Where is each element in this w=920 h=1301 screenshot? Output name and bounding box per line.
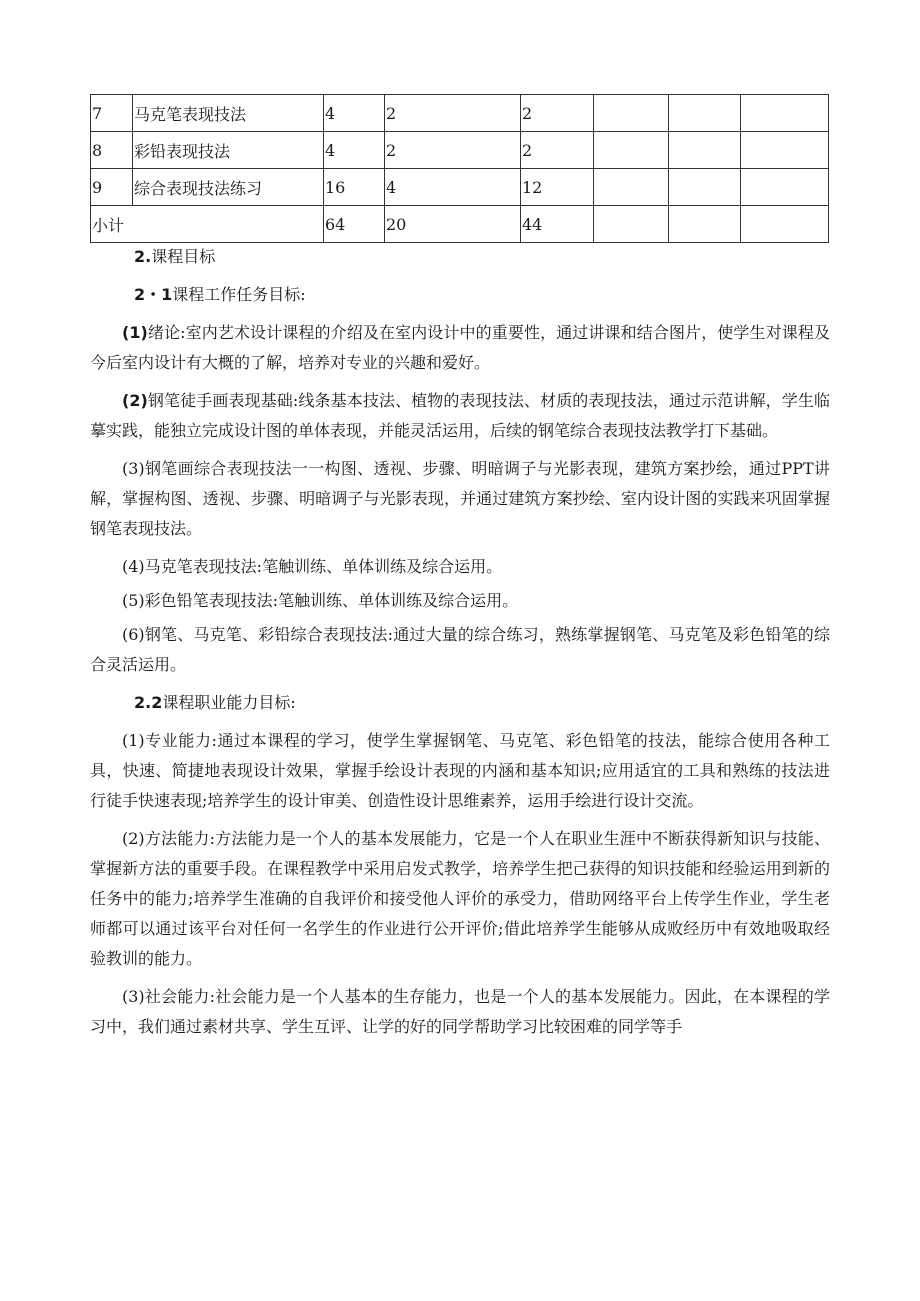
subtotal-practice-hours: 44 xyxy=(521,206,594,243)
row-topic: 马克笔表现技法 xyxy=(133,95,324,132)
empty-cell xyxy=(741,132,829,169)
ability-paragraph: (3)社会能力:社会能力是一个人基本的生存能力，也是一个人的基本发展能力。因此，在本课程的学习中，我们通过素材共享、学生互评、让学的好的同学帮助学习比较困难的同学等手 xyxy=(90,987,830,1036)
empty-cell xyxy=(741,95,829,132)
empty-cell xyxy=(594,95,669,132)
objective-paragraph: (3)钢笔画综合表现技法一一构图、透视、步骤、明暗调子与光影表现，建筑方案抄绘，通过PPT讲解，掌握构图、透视、步骤、明暗调子与光影表现，并通过建筑方案抄绘、室内设计图的实践来巩固掌握钢笔表现技法。 xyxy=(90,459,830,538)
subtotal-label: 小计 xyxy=(91,206,324,243)
empty-cell xyxy=(741,169,829,206)
subsection-heading-2-1: 2・1课程工作任务目标: xyxy=(134,285,306,304)
table-row xyxy=(91,132,829,169)
objective-paragraph: (2)钢笔徒手画表现基础:线条基本技法、植物的表现技法、材质的表现技法，通过示范讲解，学生临摹实践，能独立完成设计图的单体表现，并能灵活运用，后续的钢笔综合表现技法教学打下基础。 xyxy=(90,391,830,440)
row-practice-hours: 12 xyxy=(521,169,594,206)
objective-paragraph: (4)马克笔表现技法:笔触训练、单体训练及综合运用。 xyxy=(122,557,503,576)
empty-cell xyxy=(594,206,669,243)
row-total-hours: 4 xyxy=(324,132,385,169)
empty-cell xyxy=(594,132,669,169)
row-theory-hours: 2 xyxy=(385,95,521,132)
row-number: 8 xyxy=(91,132,133,169)
empty-cell xyxy=(669,132,741,169)
section-heading: 2.课程目标 xyxy=(134,247,216,266)
row-practice-hours: 2 xyxy=(521,132,594,169)
row-practice-hours: 2 xyxy=(521,95,594,132)
row-number: 7 xyxy=(91,95,133,132)
ability-paragraph: (2)方法能力:方法能力是一个人的基本发展能力，它是一个人在职业生涯中不断获得新知识与技能、掌握新方法的重要手段。在课程教学中采用启发式教学，培养学生把己获得的知识技能和经验运用到新的任务中的能力;培养学生准确的自我评价和接受他人评价的承受力，借助网络平台上传学生作业，学生老师都可以通过该平台对任何一名学生的作业进行公开评价;借此培养学生能够从成败经历中有效地吸取经验教训的能力。 xyxy=(90,829,830,968)
row-theory-hours: 4 xyxy=(385,169,521,206)
empty-cell xyxy=(669,169,741,206)
empty-cell xyxy=(594,169,669,206)
empty-cell xyxy=(741,206,829,243)
row-topic: 综合表现技法练习 xyxy=(133,169,324,206)
subsection-heading-2-2: 2.2课程职业能力目标: xyxy=(134,693,296,712)
objective-paragraph: (1)绪论:室内艺术设计课程的介绍及在室内设计中的重要性，通过讲课和结合图片，使学生对课程及今后室内设计有大概的了解，培养对专业的兴趣和爱好。 xyxy=(90,323,830,372)
subtotal-row xyxy=(91,206,829,243)
subtotal-total-hours: 64 xyxy=(324,206,385,243)
table-row xyxy=(91,95,829,132)
empty-cell xyxy=(669,206,741,243)
course-hours-table xyxy=(90,94,829,243)
ability-paragraph: (1)专业能力:通过本课程的学习，使学生掌握钢笔、马克笔、彩色铅笔的技法，能综合使用各种工具，快速、简捷地表现设计效果，掌握手绘设计表现的内涵和基本知识;应用适宜的工具和熟练的技法进行徒手快速表现;培养学生的设计审美、创造性设计思维素养，运用手绘进行设计交流。 xyxy=(90,731,830,810)
objective-paragraph: (6)钢笔、马克笔、彩铅综合表现技法:通过大量的综合练习，熟练掌握钢笔、马克笔及彩色铅笔的综合灵活运用。 xyxy=(90,625,830,674)
table-row xyxy=(91,169,829,206)
row-topic: 彩铅表现技法 xyxy=(133,132,324,169)
subtotal-theory-hours: 20 xyxy=(385,206,521,243)
row-total-hours: 16 xyxy=(324,169,385,206)
row-theory-hours: 2 xyxy=(385,132,521,169)
row-number: 9 xyxy=(91,169,133,206)
empty-cell xyxy=(669,95,741,132)
objective-paragraph: (5)彩色铅笔表现技法:笔触训练、单体训练及综合运用。 xyxy=(122,591,519,610)
row-total-hours: 4 xyxy=(324,95,385,132)
course-objectives-section xyxy=(90,242,830,1042)
